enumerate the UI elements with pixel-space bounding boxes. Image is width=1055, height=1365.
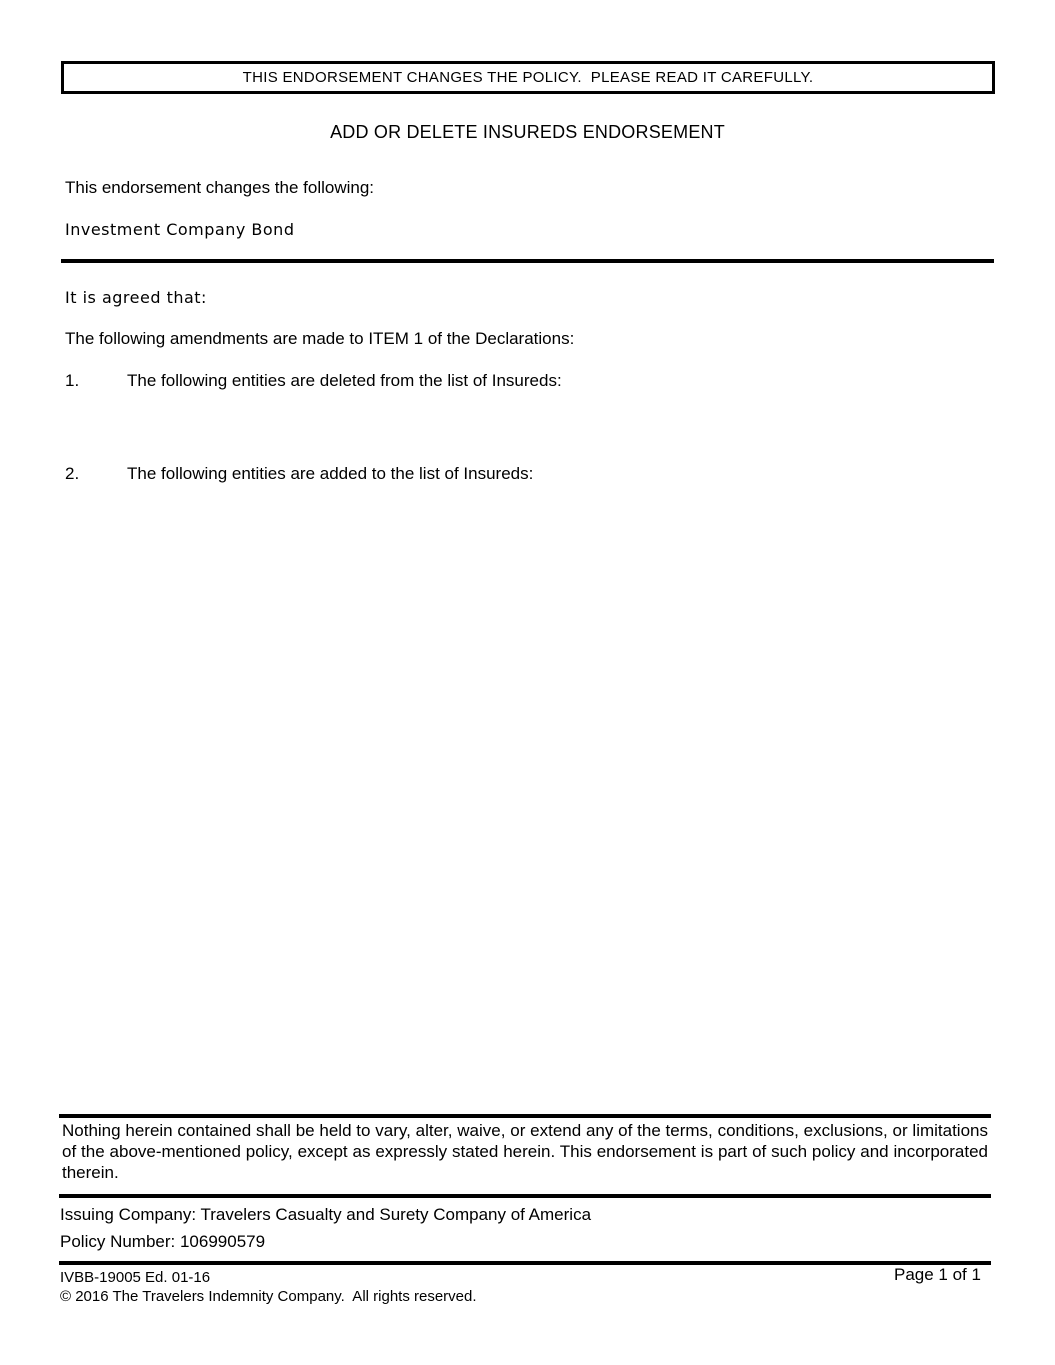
agreed-statement: It is agreed that: — [65, 288, 207, 307]
policy-type: Investment Company Bond — [65, 220, 295, 239]
page-number: Page 1 of 1 — [894, 1265, 981, 1284]
issuing-company: Issuing Company: Travelers Casualty and Surety Company of America — [60, 1205, 592, 1224]
item-2-number: 2. — [65, 464, 80, 483]
footer-middle-rule — [59, 1194, 991, 1198]
item-2-text: The following entities are added to the list of Insureds: — [127, 464, 534, 483]
amendments-intro: The following amendments are made to ITEM 1 of the Declarations: — [65, 329, 575, 348]
changes-intro: This endorsement changes the following: — [65, 178, 375, 197]
endorsement-notice-box — [61, 61, 995, 94]
document-title: ADD OR DELETE INSUREDS ENDORSEMENT — [330, 122, 725, 142]
copyright: © 2016 The Travelers Indemnity Company. All rights reserved. — [60, 1288, 477, 1305]
disclaimer-paragraph: Nothing herein contained shall be held to vary, alter, waive, or extend any of the terms, conditions, exclusions, or limitations of the above-mentioned policy, except as expressly stated herein. This endorsement is part of such policy and incorporated therein. — [62, 1121, 988, 1182]
footer-top-rule — [59, 1114, 991, 1118]
endorsement-notice: THIS ENDORSEMENT CHANGES THE POLICY. PLEASE READ IT CAREFULLY. — [242, 69, 814, 86]
form-id: IVBB-19005 Ed. 01-16 — [60, 1269, 211, 1286]
item-1-number: 1. — [65, 371, 80, 390]
footer-bottom-rule — [59, 1261, 991, 1265]
section-divider — [61, 259, 994, 263]
item-1-text: The following entities are deleted from the list of Insureds: — [127, 371, 562, 390]
policy-number: Policy Number: 106990579 — [60, 1232, 266, 1251]
